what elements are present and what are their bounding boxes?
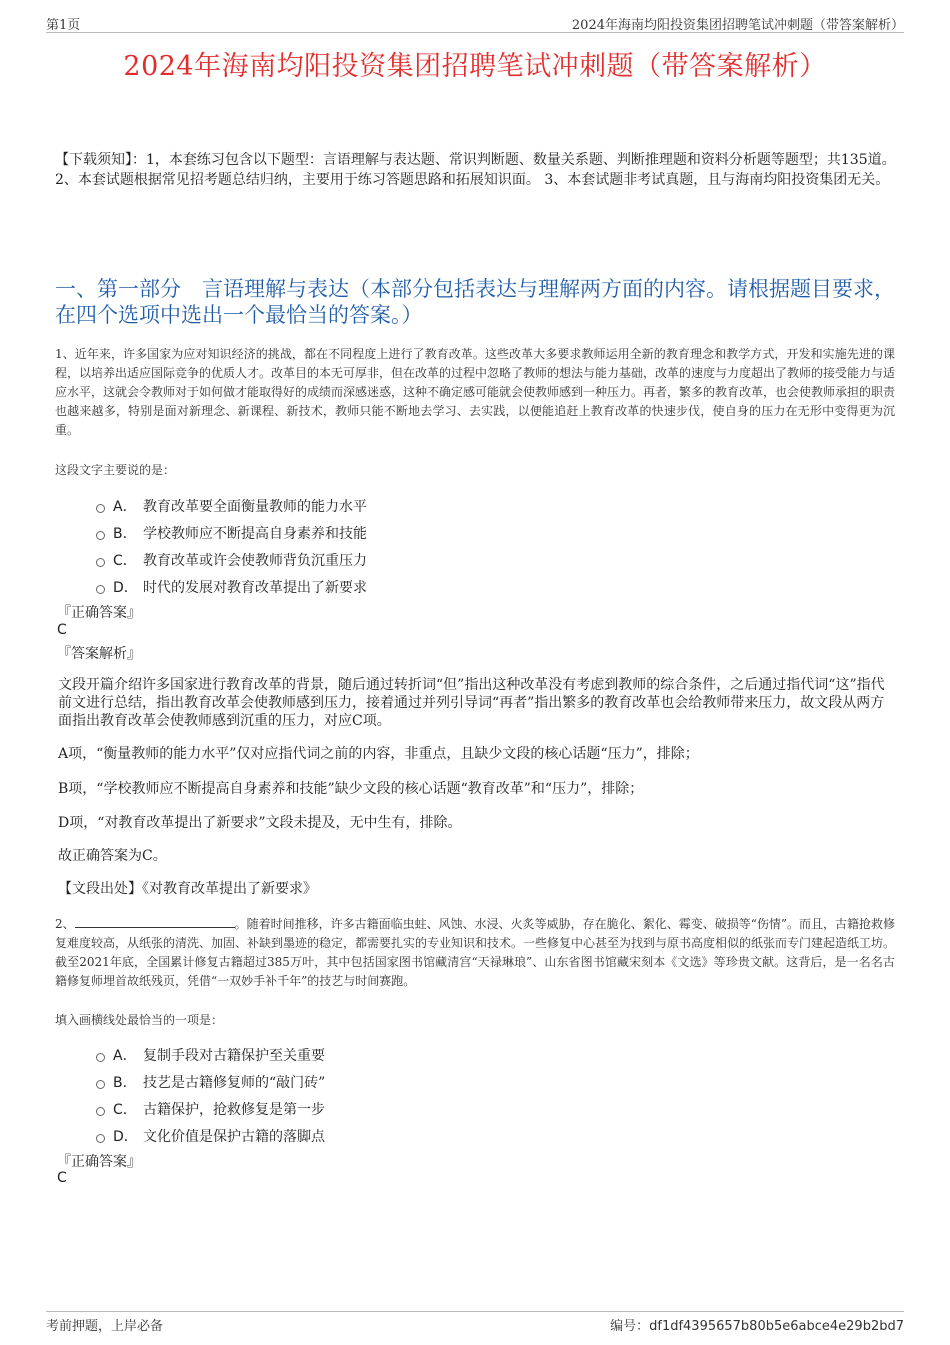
analysis-paragraph: D项，“对教育改革提出了新要求”文段未提及，无中生有，排除。 (58, 815, 462, 831)
radio-icon[interactable] (96, 585, 105, 594)
option-text: 教育改革要全面衡量教师的能力水平 (143, 498, 367, 515)
footer-slogan: 考前押题，上岸必备 (46, 1319, 164, 1334)
section-heading: 一、第一部分 言语理解与表达（本部分包括表达与理解两方面的内容。请根据题目要求，在四个选项中选出一个最恰当的答案。） (55, 277, 895, 327)
source-note: 【文段出处】《对教育改革提出了新要求》 (58, 881, 317, 897)
option-letter: A． (113, 1047, 137, 1064)
question-1-option-b[interactable] (96, 519, 367, 546)
radio-icon[interactable] (96, 1134, 105, 1143)
option-letter: B． (113, 1074, 137, 1091)
question-1-analysis-label: 『答案解析』 (57, 646, 141, 662)
radio-icon[interactable] (96, 1053, 105, 1062)
analysis-paragraph: 文段开篇介绍许多国家进行教育改革的背景，随后通过转折词“但”指出这种改革没有考虑到教师的综合条件，之后通过指代词“这”指代前文进行总结，指出教育改革会使教师感到压力，接着通过并列引导词“再者”指出繁多的教育改革也会给教师带来压力，故文段从两方面指出教育改革会使教师感到沉重的压力，对应C项。 (58, 677, 885, 729)
question-1-option-a[interactable] (96, 492, 367, 519)
question-1-answer: C (57, 622, 67, 638)
running-title: 2024年海南均阳投资集团招聘笔试冲刺题（带答案解析） (571, 18, 904, 33)
page-header (46, 14, 904, 33)
question-2-options (96, 1041, 325, 1149)
code-label: 编号： (610, 1319, 650, 1334)
question-2-option-c[interactable] (96, 1095, 325, 1122)
fill-blank-line (75, 915, 235, 928)
question-1-answer-label: 『正确答案』 (57, 605, 141, 621)
option-letter: C． (113, 552, 137, 569)
question-1-option-d[interactable] (96, 573, 367, 600)
question-1-stem: 1、近年来，许多国家为应对知识经济的挑战，都在不同程度上进行了教育改革。这些改革大多要求教师运用全新的教育理念和教学方式，开发和实施先进的课程，以培养出适应国际竞争的优质人才。改革目的本无可厚非，但在改革的过程中忽略了教师的想法与能力基础，改革的速度与力度超出了教师的接受能力与适应水平，这就会令教师对于如何做才能取得好的成绩而深感迷惑，这种不确定感可能就会使教师感到一种压力。再者，繁多的教育改革，也会使教师承担的职责也越来越多，特别是面对新理念、新课程、新技术，教师只能不断地去学习、去实践，以便能追赶上教育改革的快速步伐，使自身的压力在无形中变得更为沉重。 (55, 347, 896, 437)
page-footer (46, 1311, 904, 1332)
radio-icon[interactable] (96, 1107, 105, 1116)
option-text: 教育改革或许会使教师背负沉重压力 (143, 552, 367, 569)
question-2-option-a[interactable] (96, 1041, 325, 1068)
radio-icon[interactable] (96, 504, 105, 513)
document-title: 2024年海南均阳投资集团招聘笔试冲刺题（带答案解析） (123, 51, 827, 82)
question-2-prompt: 填入画横线处最恰当的一项是： (55, 1013, 224, 1027)
option-text: 古籍保护，抢救修复是第一步 (143, 1101, 325, 1118)
question-2-option-d[interactable] (96, 1122, 325, 1149)
option-text: 文化价值是保护古籍的落脚点 (143, 1128, 325, 1145)
analysis-paragraph: 故正确答案为C。 (58, 848, 167, 864)
question-2-stem (55, 915, 895, 991)
question-1-option-c[interactable] (96, 546, 367, 573)
question-2-option-b[interactable] (96, 1068, 325, 1095)
radio-icon[interactable] (96, 531, 105, 540)
code-value: df1df4395657b80b5e6abce4e29b2bd7 (649, 1319, 904, 1334)
question-2-number: 2、 (55, 917, 75, 931)
option-letter: D． (113, 579, 138, 596)
analysis-paragraph: A项，“衡量教师的能力水平”仅对应指代词之前的内容，非重点，且缺少文段的核心话题“压力”，排除； (58, 746, 699, 762)
option-text: 复制手段对古籍保护至关重要 (143, 1047, 325, 1064)
option-letter: C． (113, 1101, 137, 1118)
question-2-text: 。随着时间推移，许多古籍面临虫蛀、风蚀、水浸、火炙等威胁，存在脆化、絮化、霉变、破损等“伤情”。而且，古籍抢救修复难度较高，从纸张的清洗、加固、补缺到墨迹的稳定，都需要扎实的专业知识和技术。一些修复中心甚至为找到与原书高度相似的纸张而专门建起造纸工坊。截至2021年底，全国累计修复古籍超过385万叶，其中包括国家图书馆藏清宫“天禄琳琅”、山东省图书馆藏宋刻本《文选》等珍贵文献。这背后，是一名名古籍修复师埋首故纸残页，凭借“一双妙手补千年”的技艺与时间赛跑。 (55, 917, 896, 988)
question-1-prompt: 这段文字主要说的是： (55, 463, 176, 477)
analysis-paragraph: B项，“学校教师应不断提高自身素养和技能”缺少文段的核心话题“教育改革”和“压力”，排除； (58, 781, 644, 797)
option-letter: A． (113, 498, 137, 515)
option-text: 时代的发展对教育改革提出了新要求 (143, 579, 367, 596)
download-notice: 【下载须知】：1，本套练习包含以下题型：言语理解与表达题、常识判断题、数量关系题、判断推理题和资料分析题等题型；共135道。 2、本套试题根据常见招考题总结归纳，主要用于练习答题思路和拓展知识面。 3、本套试题非考试真题，且与海南均阳投资集团无关。 (55, 152, 896, 188)
option-letter: B． (113, 525, 137, 542)
option-text: 学校教师应不断提高自身素养和技能 (143, 525, 367, 542)
radio-icon[interactable] (96, 558, 105, 567)
option-text: 技艺是古籍修复师的“敲门砖” (143, 1074, 326, 1091)
option-letter: D． (113, 1128, 138, 1145)
question-2-answer-label: 『正确答案』 (57, 1154, 141, 1170)
question-2-answer: C (57, 1170, 67, 1186)
radio-icon[interactable] (96, 1080, 105, 1089)
page-number: 第1页 (46, 18, 81, 33)
document-code (610, 1315, 904, 1334)
question-1-options (96, 492, 367, 600)
